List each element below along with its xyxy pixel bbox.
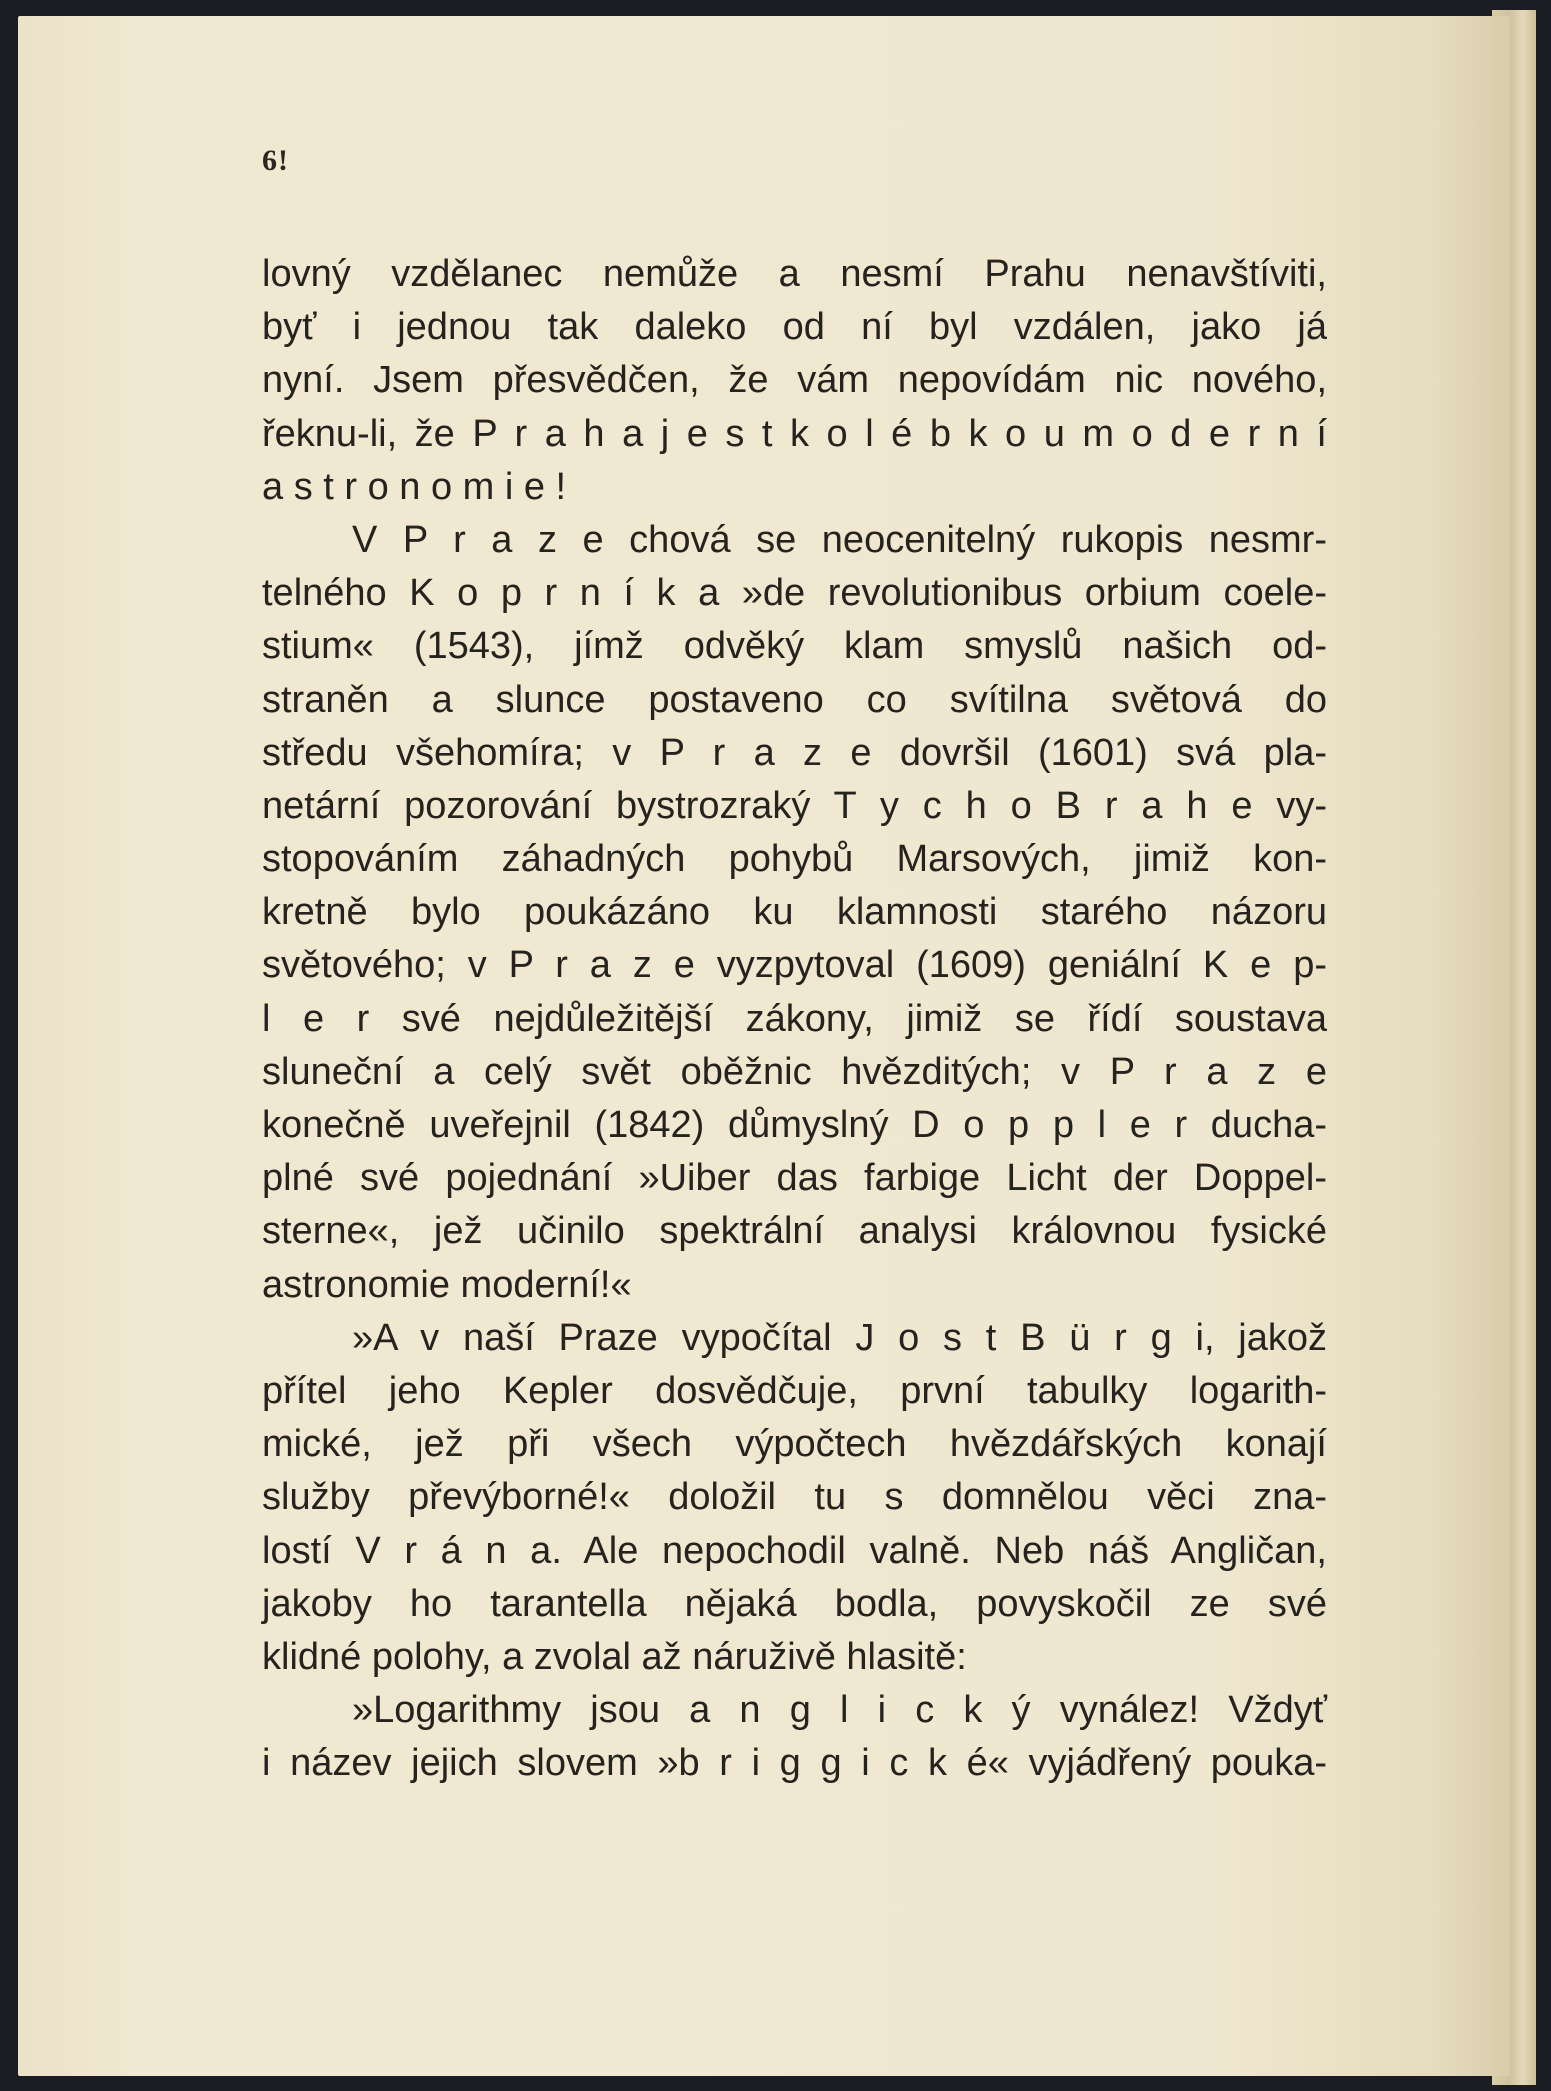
text-line: stium« (1543), jímž odvěký klam smyslů našich od- <box>262 625 1327 668</box>
text-line: konečně uveřejnil (1842) důmyslný D o p p l e r ducha- <box>262 1104 1327 1146</box>
text-line: kretně bylo poukázáno ku klamnosti starého názoru <box>262 891 1327 934</box>
text-line: V P r a z e chová se neocenitelný rukopis nesmr- <box>352 518 1327 561</box>
text-line: netární pozorování bystrozraký T y c h o B r a h e vy- <box>262 784 1327 827</box>
text-line: řeknu-li, že P r a h a j e s t k o l é b k o u m o d e r n í <box>262 412 1327 455</box>
text-line: lostí V r á n a. Ale nepochodil valně. Neb náš Angličan, <box>262 1529 1327 1572</box>
text-line: straněn a slunce postaveno co svítilna světová do <box>262 678 1327 721</box>
text-line: služby převýborné!« doložil tu s domnělou věci zna- <box>262 1476 1327 1519</box>
text-line: »Logarithmy jsou a n g l i c k ý vynález! Vždyť <box>352 1689 1327 1732</box>
text-line: a s t r o n o m i e ! <box>262 465 567 508</box>
text-line: jakoby ho tarantella nějaká bodla, povyskočil ze své <box>262 1582 1327 1625</box>
page-number: 6! <box>262 144 289 177</box>
text-line: sterne«, jež učinilo spektrální analysi královnou fysické <box>262 1210 1327 1253</box>
text-line: světového; v P r a z e vyzpytoval (1609) geniální K e p- <box>262 944 1327 987</box>
text-line: »A v naší Praze vypočítal J o s t B ü r g i, jakož <box>352 1316 1327 1359</box>
text-line: astronomie moderní!« <box>262 1263 632 1306</box>
text-line: klidné polohy, a zvolal až náruživě hlasitě: <box>262 1635 967 1678</box>
body-text <box>262 248 1327 1790</box>
text-line: stopováním záhadných pohybů Marsových, jimiž kon- <box>262 838 1327 881</box>
text-line: byť i jednou tak daleko od ní byl vzdálen, jako já <box>262 306 1327 349</box>
text-line: plné své pojednání »Uiber das farbige Licht der Doppel- <box>262 1157 1327 1200</box>
text-line: přítel jeho Kepler dosvědčuje, první tabulky logarith- <box>262 1369 1327 1412</box>
text-line: nyní. Jsem přesvědčen, že vám nepovídám nic nového, <box>262 359 1327 402</box>
text-line: středu všehomíra; v P r a z e dovršil (1601) svá pla- <box>262 731 1327 774</box>
text-line: lovný vzdělanec nemůže a nesmí Prahu nenavštíviti, <box>262 253 1327 295</box>
text-line: telného K o p r n í k a »de revolutionibus orbium coele- <box>262 572 1327 615</box>
text-line: sluneční a celý svět oběžnic hvězditých; v P r a z e <box>262 1050 1327 1093</box>
text-line: mické, jež při všech výpočtech hvězdářských konají <box>262 1423 1327 1466</box>
text-line: i název jejich slovem »b r i g g i c k é« vyjádřený pouka- <box>262 1742 1327 1785</box>
text-line: l e r své nejdůležitější zákony, jimiž se řídí soustava <box>262 997 1327 1040</box>
